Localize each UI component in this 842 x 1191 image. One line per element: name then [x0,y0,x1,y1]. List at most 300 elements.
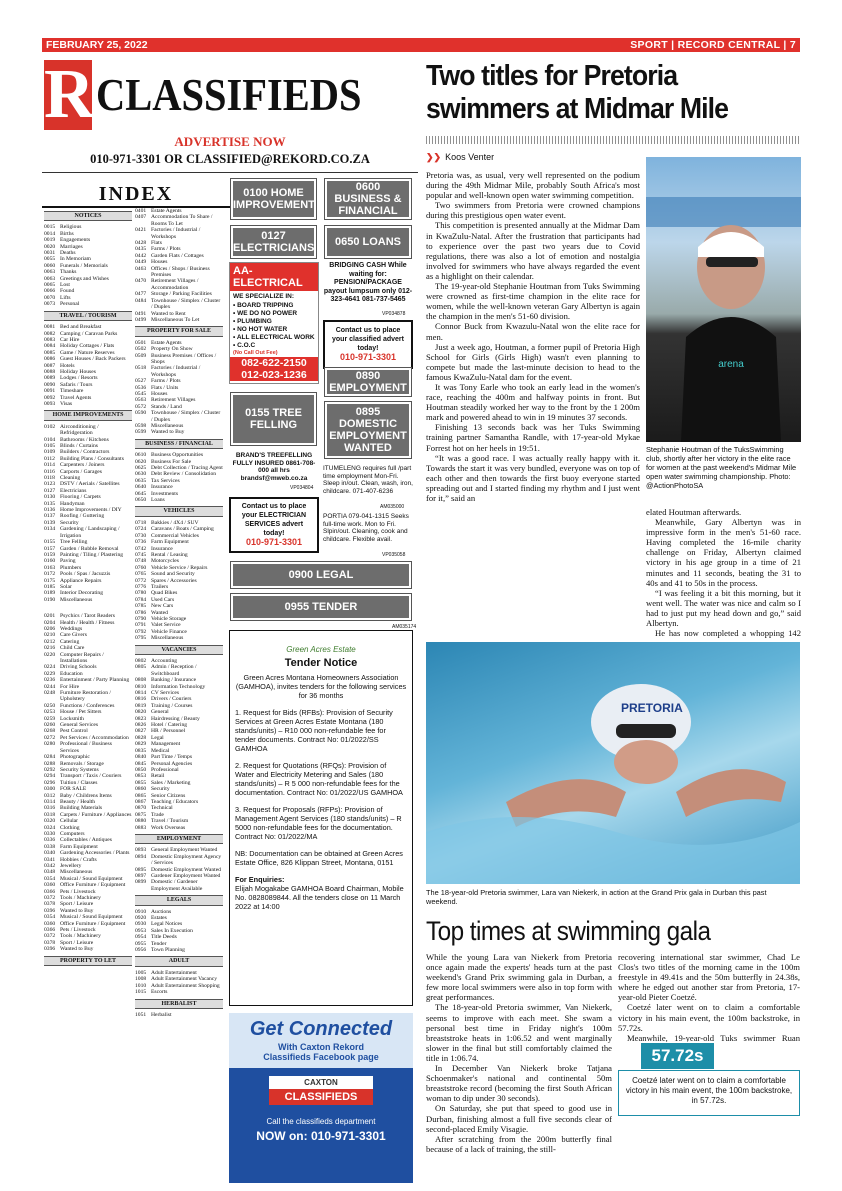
index-code: 0093 [44,400,56,407]
index-label: Tools / Machinery [60,933,101,940]
index-label: Training / Courses [151,702,193,709]
index-heading: BUSINESS / FINANCIAL [135,439,223,449]
index-code: 0760 [135,564,147,571]
index-label: Child Care [60,645,85,652]
index-code: 0104 [44,436,56,443]
index-code: 0645 [135,490,147,497]
index-code: 0272 [44,734,56,741]
index-entry [44,652,132,665]
index-label: Security Systems [60,766,99,773]
swimmer-photo-icon [646,157,801,442]
index-code: 0484 [135,297,147,304]
index-code: 0206 [44,625,56,632]
index-code: 0790 [135,615,147,622]
index-code: 0102 [44,423,56,430]
index-entry [135,353,223,366]
employment-box: 0890 EMPLOYMENT [325,368,411,396]
index-code: 0820 [135,709,147,716]
index-label: Pet Services / Accommodation [60,734,129,741]
index-label: HR / Personnel [151,728,186,735]
index-code: 0063 [44,275,56,282]
index-code: 0640 [135,484,147,491]
index-label: In Memoriam [60,256,91,263]
index-label: Painting / Tiling / Plastering [60,551,124,558]
tender-code: AM035174 [392,624,417,630]
classified-contact-ad [323,320,413,369]
index-code: 0088 [44,368,56,375]
index-entry [44,946,132,952]
index-label: Clothing [60,824,80,831]
index-entry [44,401,132,407]
index-code: 0065 [44,282,56,289]
index-label: Wanted to Buy [151,429,185,436]
paragraph: This competition is presented annually at the Midmar Dam in KwaZulu-Natal. After the frustration that participants had to experience over the past two years due to Covid regulations, there was also a lot of emotion and nostalgia involved for swimmers who have always regarded the event as a highlight on their calendar. [426,220,640,281]
index-label: Business Opportunities [151,452,204,459]
index-label: Births [60,230,74,237]
index-label: DSTV / Aerials / Satellites [60,481,120,488]
index-code: 0348 [44,869,56,876]
index-label: Psychics / Tarot Readers [60,613,115,620]
index-code: 0360 [44,882,56,889]
advertise-now: ADVERTISE NOW [174,134,286,149]
index-label: Townhouse / Simplex / Cluster / Duplex [151,297,221,311]
index-code: 0396 [44,907,56,914]
index-code: 0284 [44,754,56,761]
index-code: 0748 [135,558,147,565]
aa-title: AA-ELECTRICAL [230,263,318,291]
index-label: Pools / Spas / Jacuzzis [60,571,111,578]
index-code: 0250 [44,702,56,709]
connected-sub: With Caxton Rekord [229,1042,413,1052]
index-label: Loans [151,497,165,504]
index-code: 0893 [135,847,147,854]
index-code: 0894 [135,853,147,860]
index-label: Deaths [60,250,76,257]
index-label: Pets / Livestock [60,927,96,934]
index-entry [44,424,132,437]
index-label: Part Time / Temps [151,754,192,761]
tender-item: 1. Request for Bids (RFBs): Provision of Security Services at Green Acres Estate Montana (180 stands/units) – R10 000 non-refundable fee for tender documents. Contract No: 01/2022/SS GAMHOA [235,708,393,753]
index-label: Stands / Land [151,403,182,410]
paragraph: He has now completed a whopping 142 [655,628,801,639]
portia-ad: PORTIA 079-041-1315 Seeks full-time work. Mon to Fri. Slpin/out. Cleaning, cook and childcare. Flexible avail. [323,513,409,543]
aa-phones [230,357,318,381]
index-code: 0341 [44,856,56,863]
index-label: Camping / Caravan Parks [60,330,118,337]
index-label: Weddings [60,625,83,632]
divider [42,172,418,173]
index-heading: EMPLOYMENT [135,834,223,844]
index-code: 0201 [44,613,56,620]
index-code: 0378 [44,901,56,908]
elec-ad-phone: 010-971-3301 [245,537,303,547]
index-code: 0216 [44,645,56,652]
index-label: Tax Services [151,477,180,484]
index-code: 0109 [44,449,56,456]
svg-text:arena: arena [718,359,744,370]
index-code: 0867 [135,798,147,805]
index-code: 0910 [135,908,147,915]
index-code: 0853 [135,773,147,780]
index-code: 0372 [44,895,56,902]
index-heading: TRAVEL / TOURISM [44,311,132,321]
index-code: 0086 [44,356,56,363]
houtman-photo [646,157,801,442]
legal-box: 0900 LEGAL [231,562,411,588]
index-label: FOR SALE [60,786,87,793]
index-label: Computer Repairs / Installations [60,651,104,664]
index-label: Timeshare [60,388,84,395]
index-label: Technical [151,805,173,812]
index-code: 0014 [44,230,56,237]
index-label: Holiday Cottages / Flats [60,343,115,350]
index-code: 0630 [135,471,147,478]
index-code: 0070 [44,294,56,301]
index-label: Hairdressing / Beauty [151,715,200,722]
get-connected-ad [229,1013,413,1183]
index-label: Caravans / Boats / Camping [151,526,214,533]
index-code: 0598 [135,423,147,429]
index-code: 0060 [44,262,56,269]
index-label: Storage / Parking Facilities [151,291,212,298]
index-label: Found [60,288,75,295]
index-code: 0610 [135,452,147,459]
index-label: Pest Control [60,728,88,735]
index-code: 0253 [44,709,56,716]
index-code: 0814 [135,690,147,697]
index-entry [135,497,223,503]
index-label: Vehicle Service / Repairs [151,564,208,571]
title-line-1: Two titles for Pretoria [426,60,678,92]
index-label: Engagements [60,237,91,244]
index-label: Miscellaneous To Let [151,316,200,323]
paragraph: “It was a good race. I was actually really happy with it. Towards the start it was very bundled, everyone was on top of each other and then towards the first buoy everyone started spreading out and I started finding my rhythm and I just went for it,” said an [426,452,640,503]
index-code: 0031 [44,250,56,257]
photo1-caption: Stephanie Houtman of the TuksSwimming club, shortly after her victory in the elite race for women at the past weekend's Midmar Mile open water swimming championship. Photo: @ActionPhotoSA [646,445,797,490]
index-label: Furniture Restoration / Upholstery [60,690,111,703]
index-entry [135,989,223,995]
index-code: 0360 [44,920,56,927]
index-label: Rental / Leasing [151,551,188,558]
index-label: Insurance [151,545,173,552]
index-code: 0314 [44,798,56,805]
index-code: 0055 [44,256,56,263]
classifieds-title: CLASSIFIEDS [96,69,362,120]
index-label: Commercial Vehicles [151,532,199,539]
index-code: 0294 [44,773,56,780]
index-code: 0082 [44,330,56,337]
index-code: 0185 [44,583,56,590]
index-code: 0870 [135,805,147,812]
index-code: 0105 [44,443,56,449]
index-label: Legal Notices [151,921,183,928]
domestic-employment-box: 0895 DOMESTIC EMPLOYMENT WANTED [325,402,411,458]
index-code: 0536 [135,384,147,391]
home-improvements-box: 0100 HOME IMPROVEMENTS [231,179,316,219]
index-label: Driving Schools [60,664,97,671]
index-label: CV Services [151,690,180,697]
bridging-cash-ad: BRIDGING CASH While waiting for: PENSION/PACKAGE payout lumpsum only 012-323-4641 081-737-5465 [323,262,413,303]
index-label: Roofing / Guttering [60,513,105,520]
index-label: Property On Show [151,346,193,353]
index-label: Catering [60,638,80,645]
index-label: Car Hire [60,336,80,343]
enquiries-text: Elijah Mogakabe GAMHOA Board Chairman, Mobile No. 0828089844. All the tenders close on 11 March 2022 at 14:00 [235,884,404,911]
index-code: 0850 [135,766,147,773]
index-label: Adult Entertainment Shopping [151,982,220,989]
index-code: 0127 [44,487,56,494]
index-code: 0092 [44,394,56,401]
index-code: 0300 [44,786,56,793]
index-code: 0805 [135,664,147,671]
index-code: 0015 [44,224,56,231]
index-label: Flats [151,240,162,247]
index-label: Electricians [60,487,87,494]
index-code: 0123 [44,481,56,488]
index-code: 0157 [44,545,56,552]
index-code: 0401 [135,208,147,214]
index-code: 0136 [44,507,56,514]
index-entry [135,1012,223,1018]
index-entry [135,365,223,378]
index-label: Health / Health / Fitness [60,619,115,626]
index-code: 0189 [44,590,56,597]
index-label: Trailers [151,583,169,590]
index-label: Business For Sale [151,458,192,465]
index-label: Farm Equipment [60,843,98,850]
index-label: Personal Agencies [151,760,193,767]
index-label: Wanted to Buy [60,946,94,953]
tender-item: 3. Request for Proposals (RFPs): Provision of Management Agent Services (180 stands/units) – R 5000 non-refundable fees for the documentation. Contract No: 01/2022/MA [235,805,402,841]
aa-phone-2: 012-023-1236 [241,369,307,381]
index-code: 1008 [135,976,147,983]
index-label: Airconditioning / Refridgeration [60,423,99,437]
index-column-1 [44,208,132,1183]
index-code: 0792 [135,628,147,635]
index-label: Paving [60,558,76,565]
index-label: Farms / Plots [151,378,181,385]
contact-line: 010-971-3301 OR CLASSIFIED@REKORD.CO.ZA [90,152,370,166]
index-code: 0442 [135,252,147,259]
index-entry [135,317,223,323]
index-heading: HOME IMPROVEMENTS [44,410,132,420]
paragraph: Meanwhile, Gary Albertyn was in impressive form in the men's 51-60 race. Having completed the 16-mile charity challenge on Friday, Albertyn claimed victory in his age group in a time of 21 minutes and 11 seconds, beating the 31 to 40s and 41 to 50s in the process. [646,517,801,588]
byline [426,152,494,163]
paragraph: In December Van Niekerk broke Tatjana Schoenmaker's national and continental 50m breaststroke record (becoming the first South African woman to dip under 30 seconds). [426,1063,612,1104]
tender-box: 0955 TENDER [231,594,411,620]
index-code: 0019 [44,237,56,244]
index-code: 0491 [135,310,147,317]
index-label: Adult Entertainment [151,969,197,976]
index-label: Work Overseas [151,824,186,831]
issue-date: FEBRUARY 25, 2022 [46,39,148,51]
index-code: 0477 [135,291,147,298]
index-code: 0509 [135,352,147,359]
index-label: Sales In Execution [151,927,193,934]
index-label: Miscellaneous [151,423,184,429]
top-bar [42,38,800,52]
index-label: General [151,709,169,716]
index-label: Funerals / Memorials [60,262,108,269]
index-label: Gardening Accessories / Plants [60,850,130,857]
article-title [426,60,728,126]
index-label: Marriages [60,243,83,250]
byline-arrow-icon: ❯❯ [426,152,442,162]
index-code: 0590 [135,410,147,417]
tender-nb: NB: Documentation can be obtained at Green Acres Estate Office, 826 Klippan Street, Montana, 0151 [235,849,403,867]
classifieds-label: CLASSIFIEDS [269,1089,373,1105]
index-entry [135,635,223,641]
index-code: 0808 [135,677,147,684]
index-label: Hotel / Catering [151,722,188,729]
index-label: Holiday Houses [60,368,96,375]
paragraph: “I was feeling it a bit this morning, but it went well. The water was nice and calm so I had to just put my head down and go,” said Albertyn. [646,587,801,629]
aa-service-item: • BOARD TRIPPING [233,302,294,309]
index-entry [135,854,223,867]
electrician-contact-ad [229,497,319,553]
enquiries-heading: For Enquiries: [235,875,285,884]
brand-treefelling-ad: BRAND'S TREEFELLING FULLY INSURED 0861-708-000 all hrs brandsf@mweb.co.za [232,452,316,482]
index-label: Handyman [60,500,85,507]
index-label: Pets / Livestock [60,888,96,895]
van-niekerk-photo [426,642,800,884]
index-code: 0421 [135,227,147,234]
index-code: 0765 [135,571,147,578]
index-label: Garden Flats / Cottages [151,252,204,259]
index-label: Quad Bikes [151,590,178,597]
index-code: 0288 [44,760,56,767]
brand-code: VP034804 [290,485,314,491]
index-code: 0163 [44,564,56,571]
article2-column-2 [618,952,800,1042]
index-label: Garden / Rubble Removal [60,545,119,552]
index-code: 0499 [135,316,147,323]
index-label: Removals / Storage [60,760,104,767]
index-entry [135,664,223,677]
contact-ad-text: Contact us to place your classified advert today! [332,327,404,352]
index-label: Herbalist [151,1011,172,1018]
index-code: 0650 [135,497,147,504]
index-label: Tender [151,940,167,947]
index-entry [44,526,132,539]
index-label: Home Improvements / DIY [60,507,122,514]
title-rule [426,136,800,144]
index-entry [135,879,223,892]
index-label: Guest Houses / Back Packers [60,356,126,363]
index-label: Trade [151,811,164,818]
index-code: 0259 [44,715,56,722]
index-code: 0501 [135,339,147,346]
index-label: Adult Entertainment Vacancy [151,976,218,983]
index-label: Legal [151,734,164,741]
index-label: Banking / Insurance [151,677,197,684]
index-label: Sport / Leisure [60,901,94,908]
index-entry [135,266,223,279]
index-code: 0827 [135,728,147,735]
index-label: Bathrooms / Kitchens [60,436,109,443]
index-code: 0280 [44,741,56,748]
index-label: Tools / Machinery [60,895,101,902]
index-label: Jewellery [60,863,82,869]
index-label: Retail [151,773,165,780]
stat-description: Coetzé later went on to claim a comfortable victory in his main event, the 100m backstroke, in 57.72s. [618,1070,800,1116]
byline-name: Koos Venter [445,152,495,162]
index-label: Religious [60,224,82,231]
index-label: Valet Service [151,622,181,629]
index-label: Cleaning [60,475,81,482]
index-code: 0730 [135,532,147,539]
index-entry [44,301,132,307]
index-heading: ADULT [135,956,223,966]
index-entry [135,825,223,831]
index-code: 0210 [44,632,56,639]
index-code: 0955 [135,940,147,947]
caxton-label: CAXTON [269,1076,373,1089]
index-code: 0318 [44,811,56,818]
index-code: 0081 [44,324,56,331]
index-code: 0718 [135,519,147,526]
index-label: Title Deeds [151,934,177,941]
index-label: General Employment Wanted [151,847,218,854]
index-code: 0089 [44,375,56,382]
index-code: 0090 [44,381,56,388]
index-heading: VACANCIES [135,645,223,655]
aa-service-item: • C.O.C [233,342,256,349]
index-label: Musical / Sound Equipment [60,875,123,882]
paragraph: While the young Lara van Niekerk from Pretoria once again made the experts' heads turn at the past weekend's Grand Prix swimming gala in Durban, a few more local swimmers were also in top form with great performances. [426,952,612,1003]
index-label: Estate Agents [151,208,182,214]
index-code: 0776 [135,583,147,590]
index-label: Debt Review / Consolidation [151,471,217,478]
index-code: 0204 [44,619,56,626]
index-code: 0372 [44,933,56,940]
index-code: 0527 [135,378,147,385]
index-label: Spares / Accessories [151,577,197,584]
index-label: Travel Agents [60,394,92,401]
index-label: Lifts [60,294,71,301]
index-label: Houses [151,390,168,397]
paragraph: Meanwhile, 19-year-old Tuks swimmer Ruan [627,1032,800,1042]
index-label: Tuition / Classes [60,779,98,786]
index-code: 0083 [44,336,56,343]
index-label: Business Premises / Offices / Shops [151,352,217,365]
index-code: 0091 [44,388,56,395]
index-label: Retirement Villages / Accommodation [151,278,199,291]
index-label: Game / Nature Reserves [60,349,115,356]
index-label: Factories / Industrial / Workshops [151,227,201,240]
electricians-box: 0127 ELECTRICIANS [231,226,316,258]
index-label: Escorts [151,989,168,996]
index-code: 0428 [135,240,147,247]
index-code: 0396 [44,946,56,953]
paragraph: elated Houtman afterwards. [646,507,742,517]
index-label: Sales / Marketing [151,779,191,786]
index-label: Estates [151,915,167,922]
index-label: Management [151,741,181,748]
index-label: Motorcycles [151,558,179,565]
index-code: 0134 [44,526,56,533]
tender-intro: Green Acres Montana Homeowners Association (GAMHOA), invites tenders for the following services for 36 months [235,673,407,700]
business-financial-box: 0600 BUSINESS & FINANCIAL [325,179,411,219]
index-code: 0190 [44,596,56,603]
index-code: 0840 [135,754,147,761]
now-label: NOW on: [256,1129,308,1143]
index-label: New Cars [151,603,174,610]
index-code: 0220 [44,651,56,658]
index-label: Miscellaneous [151,635,184,642]
index-label: Town Planning [151,947,185,954]
index-entry [135,227,223,240]
